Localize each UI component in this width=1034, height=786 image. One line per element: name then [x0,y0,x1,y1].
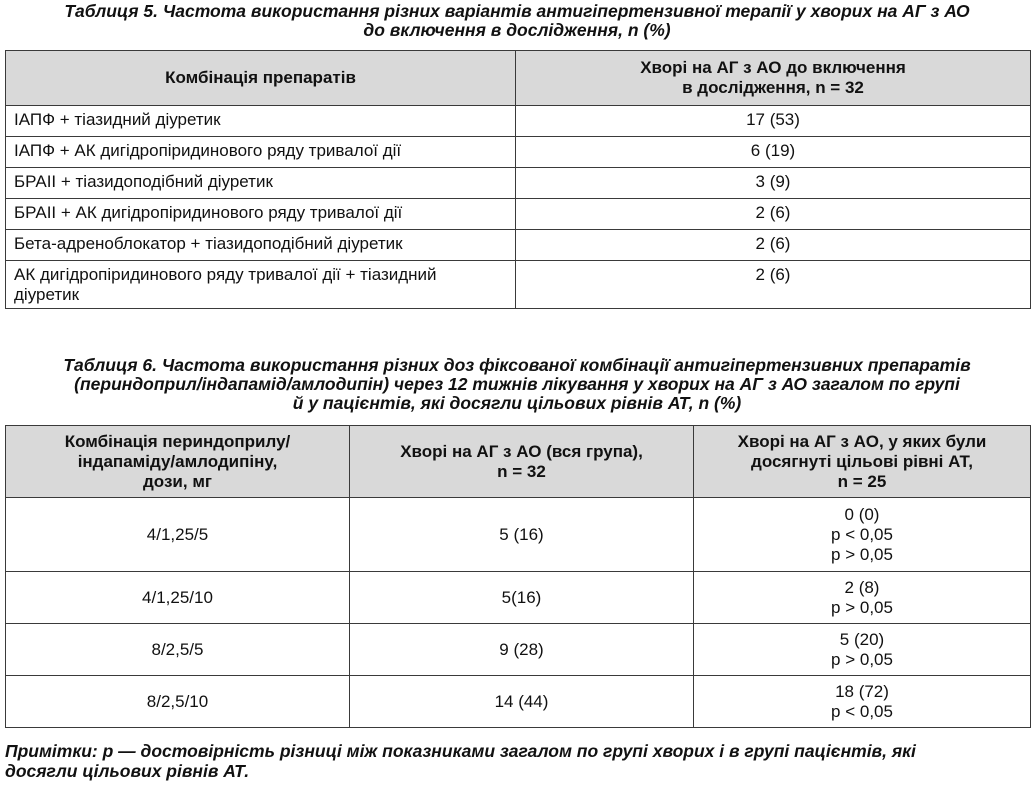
table6-target-line: p > 0,05 [831,649,893,669]
table-row [6,199,1031,230]
table6-target-line: 18 (72) [835,681,889,701]
table-row [6,137,1031,168]
table6-dose-cell: 4/1,25/5 [6,498,350,572]
table6-target-line: p > 0,05 [831,544,893,564]
table6-caption [0,356,1034,413]
table5-value-cell: 2 (6) [516,230,1031,261]
table6-dose-cell: 8/2,5/10 [6,676,350,728]
table5-value-cell: 17 (53) [516,106,1031,137]
table6-caption-line: й у пацієнтів, які досягли цільових рівнів АТ, n (%) [292,393,742,413]
table5-value-cell: 2 (6) [516,199,1031,230]
table5-combo-cell: Бета-адреноблокатор + тіазидоподібний діуретик [6,230,516,261]
table6-target-line: p < 0,05 [831,524,893,544]
table-row [6,624,1031,676]
table5-combo-line: діуретик [14,285,80,304]
table5-combo-cell: БРАІІ + тіазидоподібний діуретик [6,168,516,199]
table5-caption [0,2,1034,40]
table6-target-line: p < 0,05 [831,701,893,721]
table5-caption-line: Таблиця 5. Частота використання різних варіантів антигіпертензивної терапії у хворих на АГ з АО [64,1,970,21]
table6-target-cell [694,572,1031,624]
table6-all-cell: 9 (28) [350,624,694,676]
table-row [6,676,1031,728]
table5-combo-cell: ІАПФ + тіазидний діуретик [6,106,516,137]
table6-header-line: дози, мг [143,471,212,491]
table5 [5,50,1031,309]
table5-header-patients [516,51,1031,106]
table5-combo-cell: ІАПФ + АК дигідропіридинового ряду тривалої дії [6,137,516,168]
table6-header-line: Хворі на АГ з АО, у яких були [737,431,987,451]
table5-header-patients-line: в дослідження, n = 32 [682,78,864,97]
table6-target-line: p > 0,05 [831,597,893,617]
table-row [6,230,1031,261]
table6-header-line: Комбінація периндоприлу/ [64,431,291,451]
table6-all-cell: 5(16) [350,572,694,624]
footnote-line: Примітки: p — достовірність різниці між показниками загалом по групі хворих і в групі пацієнтів, які [5,741,916,761]
table6-dose-cell: 8/2,5/5 [6,624,350,676]
table6-caption-line: (периндоприл/індапамід/амлодипін) через 12 тижнів лікування у хворих на АГ з АО загалом по групі [74,374,960,394]
table5-value-cell: 3 (9) [516,168,1031,199]
table5-value-cell: 2 (6) [516,261,1031,309]
table6-target-line: 2 (8) [844,577,880,597]
table6-target-line: 0 (0) [844,504,880,524]
table6-all-cell: 5 (16) [350,498,694,572]
table6-header-dose [6,426,350,498]
table-row [6,168,1031,199]
table6-header-line: досягнуті цільові рівні АТ, [751,451,973,471]
table5-combo-line: АК дигідропіридинового ряду тривалої дії + тіазидний [14,265,437,284]
table6-dose-cell: 4/1,25/10 [6,572,350,624]
table5-combo-cell: БРАІІ + АК дигідропіридинового ряду тривалої дії [6,199,516,230]
footnote [5,741,1030,781]
table6-header-row [6,426,1031,498]
table5-header-row [6,51,1031,106]
table6-caption-line: Таблиця 6. Частота використання різних доз фіксованої комбінації антигіпертензивних препаратів [63,355,971,375]
table-row [6,261,1031,309]
table-row [6,498,1031,572]
table5-header-patients-line: Хворі на АГ з АО до включення [640,58,906,77]
table5-combo-cell [6,261,516,309]
table5-header-combo: Комбінація препаратів [6,51,516,106]
table-row [6,572,1031,624]
table6-target-cell [694,676,1031,728]
table6-target-line: 5 (20) [839,629,885,649]
footnote-line: досягли цільових рівнів АТ. [5,761,250,781]
table5-caption-line: до включення в дослідження, n (%) [363,20,671,40]
table6-header-target [694,426,1031,498]
table6-header-line: індапаміду/амлодипіну, [77,451,278,471]
table6-header-line: n = 32 [497,461,546,481]
table6-header-line: Хворі на АГ з АО (вся група), [400,441,643,461]
table6-target-cell [694,498,1031,572]
table6-target-cell [694,624,1031,676]
table6-all-cell: 14 (44) [350,676,694,728]
table6-header-line: n = 25 [837,471,887,491]
table6 [5,425,1031,728]
table-row [6,106,1031,137]
table5-value-cell: 6 (19) [516,137,1031,168]
table6-header-all [350,426,694,498]
